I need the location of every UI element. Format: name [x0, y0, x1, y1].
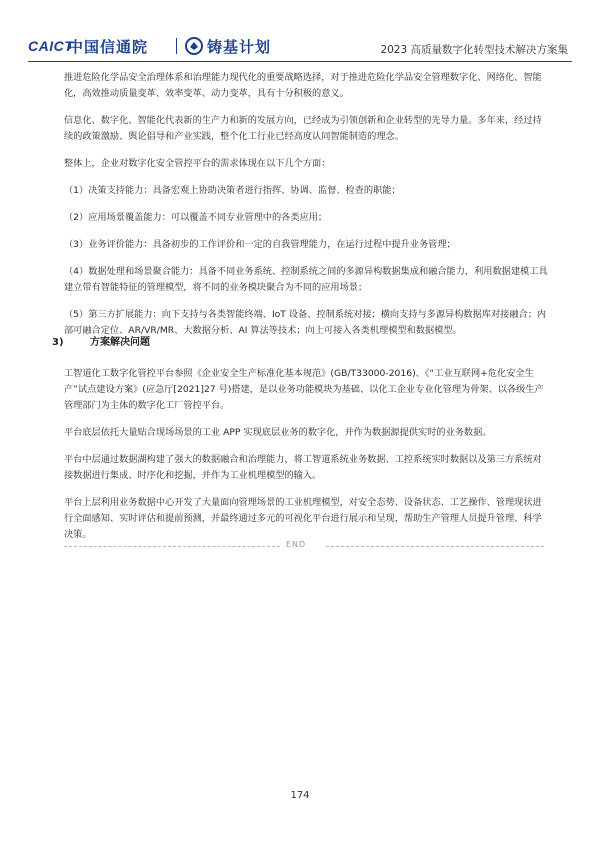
paragraph: 工智道化工数字化管控平台参照《企业安全生产标准化基本规范》(GB/T33000-2016)、《“工业互联网+危化安全生产”试点建设方案》(应急厅[2021]27 号)搭建，是以业务功能模块为基础、以化工企业专业化管理为骨架、以各级生产管理部门为主体的数字化工厂管控平台。: [64, 368, 544, 411]
paragraph: 平台中层通过数据湖构建了强大的数据融合和治理能力，将工智道系统业务数据、工控系统实时数据以及第三方系统对接数据进行集成、时序化和挖掘，并作为工业机理模型的输入。: [64, 454, 542, 481]
list-item: （4）数据处理和场景聚合能力：具备不同业务系统、控制系统之间的多源异构数据集成和融合能力，利用数据建模工具建立带有智能特征的管理模型，将不同的业务模块聚合为不同的应用场景；: [64, 266, 548, 293]
caict-chinese-logo: 中国信通院: [68, 38, 149, 56]
body-text: [64, 70, 550, 339]
paragraph: 推进危险化学品安全治理体系和治理能力现代化的重要战略选择，对于推进危险化学品安全管理数字化、网络化、智能化，高效推动质量变革、效率变革、动力变革，具有十分积极的意义。: [64, 72, 542, 99]
section-body: [64, 366, 550, 543]
paragraph: 平台底层依托大量贴合现场场景的工业 APP 实现底层业务的数字化，并作为数据源提供实时的业务数据。: [64, 427, 492, 438]
page-number: 174: [290, 790, 310, 801]
end-divider: [64, 540, 544, 552]
page-header: [0, 0, 600, 70]
section-heading: [52, 333, 150, 348]
list-item: （2）应用场景覆盖能力：可以覆盖不同专业管理中的各类应用；: [64, 212, 328, 223]
zhuji-logo-text: 铸基计划: [207, 38, 272, 56]
end-marker: END: [286, 540, 307, 549]
paragraph: 信息化、数字化、智能化代表新的生产力和新的发展方向，已经成为引领创新和企业转型的先导力量。多年来，经过持续的政策激励、舆论倡导和产业实践，整个化工行业已经高度认同智能制造的理念。: [64, 115, 542, 142]
end-dash-right: [326, 546, 544, 547]
caict-logo: CAICT: [28, 38, 74, 54]
section-title: 方案解决问题: [90, 337, 150, 348]
section-number: 3): [52, 337, 64, 348]
list-item: （3）业务评价能力：具备初步的工作评价和一定的自我管理能力，在运行过程中提升业务管理；: [64, 239, 456, 250]
document-title: 2023 高质量数字化转型技术解决方案集: [380, 44, 568, 56]
header-rule: [28, 61, 572, 62]
zhuji-logo-icon: [185, 37, 203, 55]
list-item: （1）决策支持能力：具备宏观上协助决策者进行指挥、协调、监督、检查的职能；: [64, 185, 401, 196]
list-item: （5）第三方扩展能力：向下支持与各类智能终端、IoT 设备、控制系统对接；横向支持与多源异构数据库对接融合；内部可融合定位、AR/VR/MR、大数据分析、AI 算法等技术；向上可接入各类机理模型和数据模型。: [64, 309, 547, 336]
paragraph: 整体上，企业对数字化安全管控平台的需求体现在以下几个方面：: [64, 158, 331, 169]
logo-divider: [176, 38, 177, 54]
end-dash-left: [64, 546, 280, 547]
paragraph: 平台上层利用业务数据中心开发了大量面向管理场景的工业机理模型，对安全态势、设备状态、工艺操作、管理现状进行全面感知、实时评估和提前预测，并最终通过多元的可视化平台进行展示和呈现，帮助生产管理人员提升管理、科学决策。: [64, 497, 542, 540]
